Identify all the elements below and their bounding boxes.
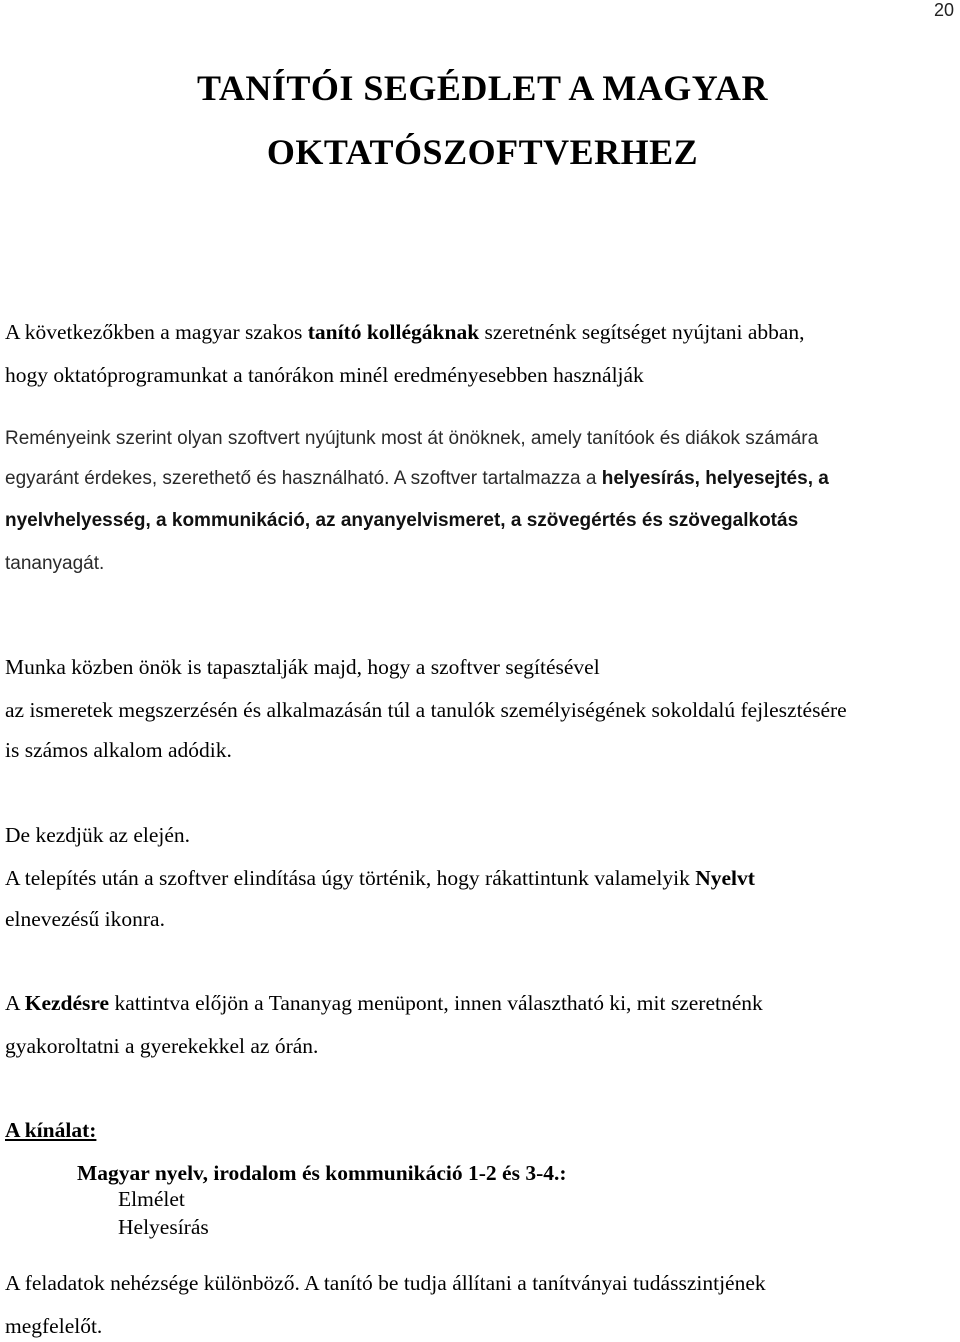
text-run: egyaránt érdekes, szerethető és használható. A szoftver tartalmazza a bbox=[5, 468, 602, 489]
text-run: szeretnénk segítséget nyújtani abban, bbox=[479, 320, 805, 344]
paragraph-6-line-2: megfelelőt. bbox=[5, 1314, 103, 1338]
offer-heading bbox=[5, 1117, 96, 1143]
offer-item: Helyesírás bbox=[118, 1215, 209, 1239]
paragraph-1-line-1 bbox=[5, 319, 805, 345]
bold-text: Nyelvt bbox=[695, 866, 755, 890]
paragraph-4-line-1: De kezdjük az elején. bbox=[5, 823, 191, 847]
paragraph-2-line-2 bbox=[5, 466, 829, 492]
paragraph-2-line-1: Reményeink szerint olyan szoftvert nyújtunk most át önöknek, amely tanítóok és diákok számára bbox=[5, 428, 819, 449]
paragraph-5-line-1 bbox=[5, 990, 763, 1016]
offer-heading-text: A kínálat: bbox=[5, 1118, 97, 1142]
page-number: 20 bbox=[933, 0, 954, 20]
text-run: A következőkben a magyar szakos bbox=[5, 320, 308, 344]
text-run: A bbox=[5, 991, 25, 1015]
paragraph-2-line-4: tananyagát. bbox=[5, 553, 105, 574]
offer-item: Elmélet bbox=[118, 1187, 185, 1211]
bold-text: Kezdésre bbox=[24, 991, 110, 1015]
paragraph-3-line-2: az ismeretek megszerzésén és alkalmazásán túl a tanulók személyiségének sokoldalú fejlesztésére bbox=[5, 698, 847, 722]
paragraph-3-line-3: is számos alkalom adódik. bbox=[5, 738, 232, 762]
offer-subheading bbox=[77, 1160, 567, 1186]
offer-subheading-text: Magyar nyelv, irodalom és kommunikáció 1-2 és 3-4.: bbox=[77, 1161, 567, 1185]
document-title-line-1: TANÍTÓI SEGÉDLET A MAGYAR bbox=[197, 68, 768, 108]
paragraph-2-line-3 bbox=[5, 508, 798, 534]
paragraph-6-line-1: A feladatok nehézsége különböző. A tanító be tudja állítani a tanítványai tudásszintjének bbox=[5, 1271, 766, 1295]
text-run: kattintva előjön a Tananyag menüpont, innen választható ki, mit szeretnénk bbox=[109, 991, 763, 1015]
bold-text: helyesírás, helyesejtés, a bbox=[601, 468, 829, 489]
bold-text: tanító kollégáknak bbox=[307, 320, 480, 344]
paragraph-4-line-2 bbox=[5, 865, 755, 891]
bold-text: nyelvhelyesség, a kommunikáció, az anyanyelvismeret, a szövegértés és szövegalkotás bbox=[5, 510, 799, 531]
paragraph-4-line-3: elnevezésű ikonra. bbox=[5, 907, 165, 931]
paragraph-3-line-1: Munka közben önök is tapasztalják majd, hogy a szoftver segítésével bbox=[5, 655, 600, 679]
text-run: A telepítés után a szoftver elindítása úgy történik, hogy rákattintunk valamelyik bbox=[5, 866, 696, 890]
paragraph-5-line-2: gyakoroltatni a gyerekekkel az órán. bbox=[5, 1034, 319, 1058]
document-title-line-2: OKTATÓSZOFTVERHEZ bbox=[266, 132, 699, 172]
paragraph-1-line-2: hogy oktatóprogramunkat a tanórákon minél eredményesebben használják bbox=[5, 363, 644, 387]
